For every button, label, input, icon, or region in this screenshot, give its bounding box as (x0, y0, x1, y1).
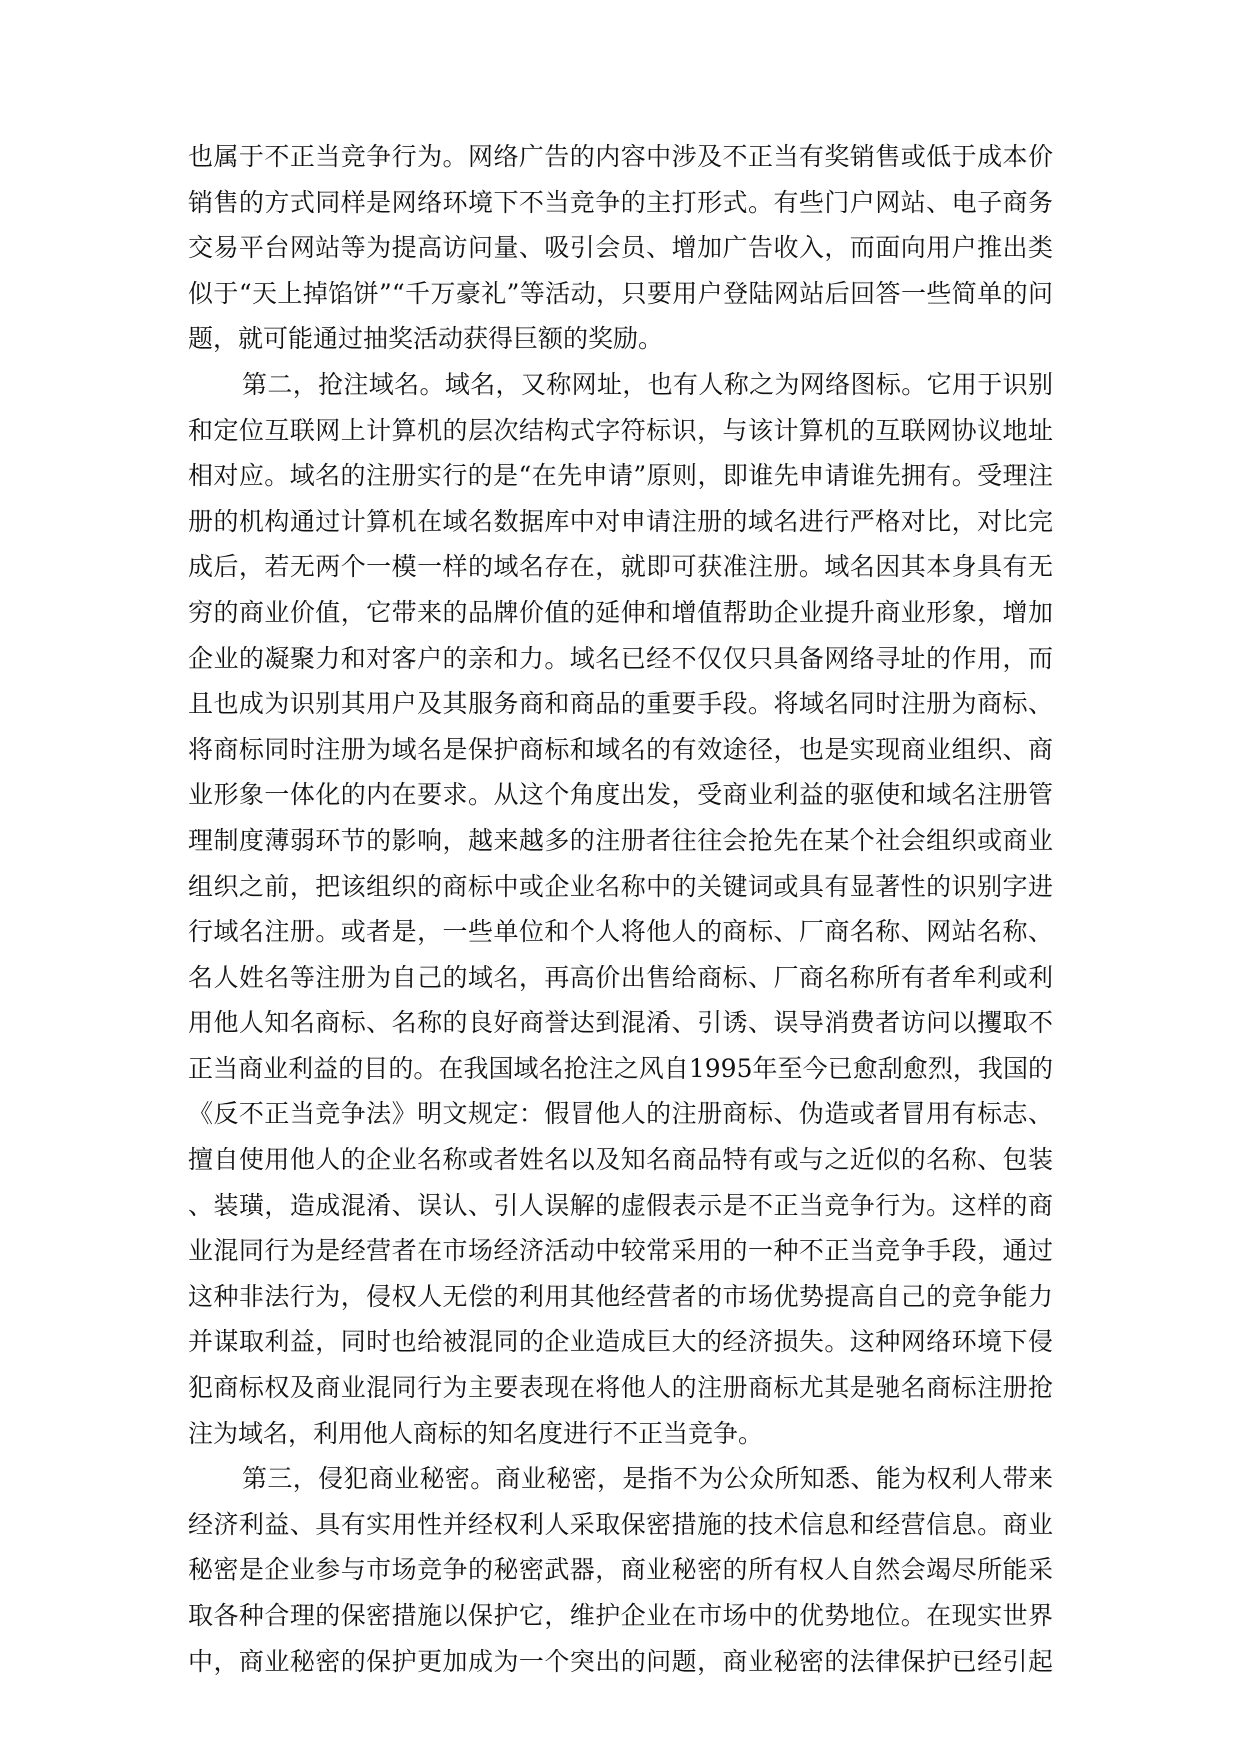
text-line: 注为域名，利用他人商标的知名度进行不正当竞争。 (188, 1418, 764, 1448)
text-line: 穷的商业价值，它带来的品牌价值的延伸和增值帮助企业提升商业形象，增加 (188, 597, 1053, 627)
text-line: 擅自使用他人的企业名称或者姓名以及知名商品特有或与之近似的名称、包装 (188, 1145, 1053, 1175)
text-line: 用他人知名商标、名称的良好商誉达到混淆、引诱、误导消费者访问以攫取不 (188, 1008, 1053, 1038)
text-line: 取各种合理的保密措施以保护它，维护企业在市场中的优势地位。在现实世界 (188, 1601, 1053, 1630)
text-line: 并谋取利益，同时也给被混同的企业造成巨大的经济损失。这种网络环境下侵 (188, 1327, 1053, 1357)
text-line: 和定位互联网上计算机的层次结构式字符标识，与该计算机的互联网协议地址 (188, 415, 1053, 445)
text-line: 、装璜，造成混淆、误认、引人误解的虚假表示是不正当竞争行为。这样的商 (188, 1190, 1053, 1220)
text-line: 册的机构通过计算机在域名数据库中对申请注册的域名进行严格对比，对比完 (188, 506, 1053, 536)
text-line: 题，就可能通过抽奖活动获得巨额的奖励。 (188, 324, 664, 354)
text-line: 成后，若无两个一模一样的域名存在，就即可获准注册。域名因其本身具有无 (188, 552, 1053, 582)
text-line: 中，商业秘密的保护更加成为一个突出的问题，商业秘密的法律保护已经引起 (188, 1646, 1053, 1676)
text-line: 业形象一体化的内在要求。从这个角度出发，受商业利益的驱使和域名注册管 (188, 780, 1053, 810)
text-line: 正当商业利益的目的。在我国域名抢注之风自1995年至今已愈刮愈烈，我国的 (188, 1053, 1053, 1083)
document-page (188, 134, 1053, 1684)
text-line: 《反不正当竞争法》明文规定：假冒他人的注册商标、伪造或者冒用有标志、 (188, 1099, 1053, 1129)
text-line: 也属于不正当竞争行为。网络广告的内容中涉及不正当有奖销售或低于成本价 (188, 142, 1053, 171)
text-line: 犯商标权及商业混同行为主要表现在将他人的注册商标尤其是驰名商标注册抢 (188, 1373, 1053, 1403)
text-line: 理制度薄弱环节的影响，越来越多的注册者往往会抢先在某个社会组织或商业 (188, 825, 1053, 855)
text-line: 似于“天上掉馅饼”“千万豪礼”等活动，只要用户登陆网站后回答一些简单的问 (188, 278, 1053, 308)
text-line: 经济利益、具有实用性并经权利人采取保密措施的技术信息和经营信息。商业 (188, 1509, 1053, 1539)
text-line: 企业的凝聚力和对客户的亲和力。域名已经不仅仅只具备网络寻址的作用，而 (188, 643, 1053, 673)
text-line: 秘密是企业参与市场竞争的秘密武器，商业秘密的所有权人自然会竭尽所能采 (188, 1555, 1053, 1585)
text-line: 将商标同时注册为域名是保护商标和域名的有效途径，也是实现商业组织、商 (188, 734, 1053, 764)
text-line: 行域名注册。或者是，一些单位和个人将他人的商标、厂商名称、网站名称、 (188, 917, 1053, 947)
paragraph-start-line: 第二，抢注域名。域名，又称网址，也有人称之为网络图标。它用于识别 (242, 369, 1053, 399)
text-line: 且也成为识别其用户及其服务商和商品的重要手段。将域名同时注册为商标、 (188, 689, 1053, 719)
text-line: 相对应。域名的注册实行的是“在先申请”原则，即谁先申请谁先拥有。受理注 (188, 461, 1053, 491)
text-line: 组织之前，把该组织的商标中或企业名称中的关键词或具有显著性的识别字进 (188, 871, 1053, 901)
paragraph-start-line: 第三，侵犯商业秘密。商业秘密，是指不为公众所知悉、能为权利人带来 (242, 1464, 1053, 1494)
text-line: 交易平台网站等为提高访问量、吸引会员、增加广告收入，而面向用户推出类 (188, 233, 1053, 263)
text-line: 名人姓名等注册为自己的域名，再高价出售给商标、厂商名称所有者牟利或利 (188, 962, 1053, 992)
text-line: 销售的方式同样是网络环境下不当竞争的主打形式。有些门户网站、电子商务 (188, 187, 1053, 217)
text-line: 业混同行为是经营者在市场经济活动中较常采用的一种不正当竞争手段，通过 (188, 1236, 1053, 1266)
text-line: 这种非法行为，侵权人无偿的利用其他经营者的市场优势提高自己的竞争能力 (188, 1281, 1053, 1311)
